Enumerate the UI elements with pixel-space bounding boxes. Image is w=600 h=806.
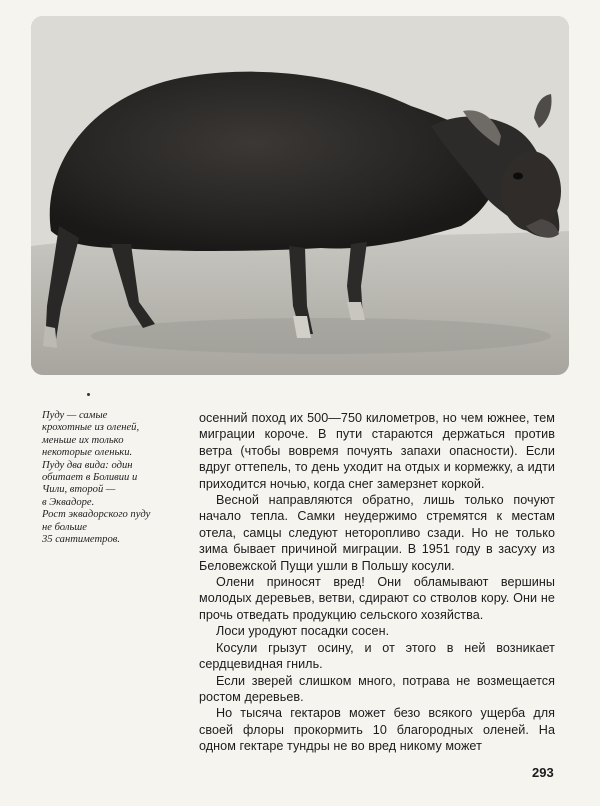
paragraph: осенний поход их 500—750 километров, но чем южнее, тем миграции короче. В пути стараются держаться против ветра (чтобы вовремя почуять запахи опасности). Если вдруг оттепель, то день уходит на отдых и кормежку, а идти приходится ночью, когда снег замерзнет коркой. bbox=[199, 411, 555, 491]
caption-line: Чили, второй — bbox=[42, 484, 116, 496]
article-body bbox=[199, 410, 555, 755]
pudu-photo bbox=[31, 16, 569, 375]
caption-line: меньше их только bbox=[42, 434, 124, 446]
caption-line: Пуду два вида: один bbox=[42, 459, 133, 471]
caption-line: обитает в Боливии и bbox=[42, 472, 138, 484]
caption-line: крохотные из оленей, bbox=[42, 422, 140, 434]
bullet-dot bbox=[87, 393, 90, 396]
paragraph: Косули грызут осину, и от этого в ней возникает сердцевидная гниль. bbox=[199, 640, 555, 672]
page-number: 293 bbox=[532, 765, 554, 780]
paragraph: Лоси уродуют посадки сосен. bbox=[216, 624, 390, 639]
caption-line: 35 сантиметров. bbox=[42, 534, 120, 546]
photo-caption bbox=[42, 410, 192, 546]
caption-line: Пуду — самые bbox=[42, 410, 108, 421]
caption-line: Рост эквадорского пуду bbox=[42, 509, 151, 521]
paragraph: Олени приносят вред! Они обламывают вершины молодых деревьев, ветви, сдирают со стволов кору. Они не прочь отведать продукцию сельского хозяйства. bbox=[199, 575, 555, 622]
caption-line: не больше bbox=[42, 521, 87, 533]
paragraph: Но тысяча гектаров может безо всякого ущерба для своей флоры прокормить 10 благородных оленей. На одном гектаре тундры не во вред никому может bbox=[199, 706, 555, 754]
paragraph: Весной направляются обратно, лишь только почуют начало тепла. Самки неудержимо стремятся к местам отела, самцы следуют неторопливо сзади. Но не только зима бывает причиной миграции. В 1951 году в засуху из Беловежской Пущи ушли в Польшу косули. bbox=[199, 493, 555, 573]
caption-line: в Эквадоре. bbox=[42, 496, 95, 508]
paragraph: Если зверей слишком много, потрава не возмещается ростом деревьев. bbox=[199, 673, 555, 704]
caption-line: некоторые оленьки. bbox=[42, 447, 133, 459]
